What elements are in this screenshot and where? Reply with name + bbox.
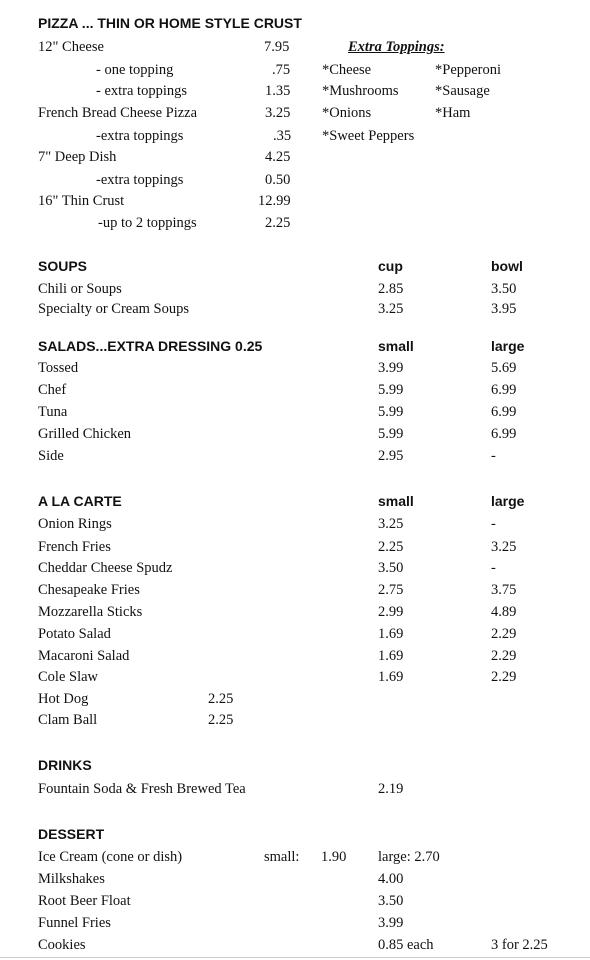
alacarte-item-price: 3.75: [491, 582, 517, 598]
alacarte-item-name: Hot Dog: [38, 691, 89, 707]
pizza-item-name: French Bread Cheese Pizza: [38, 105, 198, 121]
soup-item-price: 2.85: [378, 281, 404, 297]
page-bottom-border: [0, 957, 590, 958]
alacarte-item-price: 3.50: [378, 560, 404, 576]
alacarte-item-price: -: [491, 516, 496, 532]
extra-toppings-heading: Extra Toppings:: [348, 39, 445, 55]
salad-item-name: Tossed: [38, 360, 79, 376]
topping-item: *Mushrooms: [322, 83, 399, 99]
alacarte-item-price: 3.25: [378, 516, 404, 532]
pizza-item-price: 12.99: [258, 193, 291, 209]
salad-item-name: Tuna: [38, 404, 68, 420]
alacarte-item-price: 2.75: [378, 582, 404, 598]
salads-section-title: SALADS...EXTRA DRESSING 0.25: [38, 338, 263, 354]
soup-item-price: 3.50: [491, 281, 517, 297]
pizza-item-price: 4.25: [265, 149, 291, 165]
alacarte-item-name: Onion Rings: [38, 516, 112, 532]
pizza-item-price: 7.95: [264, 39, 290, 55]
alacarte-item-name: Cheddar Cheese Spudz: [38, 560, 173, 576]
salads-col-header: large: [491, 338, 525, 354]
soups-section-title: SOUPS: [38, 258, 88, 274]
pizza-item-price: 3.25: [265, 105, 291, 121]
salads-col-header: small: [378, 338, 414, 354]
pizza-item-name: - extra toppings: [96, 83, 188, 99]
alacarte-item-price: 4.89: [491, 604, 517, 620]
dessert-item-price: 3.99: [378, 915, 404, 931]
pizza-item-price: 1.35: [265, 83, 291, 99]
dessert-item-price: 4.00: [378, 871, 404, 887]
alacarte-section-title: A LA CARTE: [38, 493, 122, 509]
salad-item-price: 2.95: [378, 448, 404, 464]
dessert-item-name: Root Beer Float: [38, 893, 131, 909]
pizza-section-title: PIZZA ... THIN OR HOME STYLE CRUST: [38, 15, 302, 31]
salad-item-name: Grilled Chicken: [38, 426, 132, 442]
soup-item-name: Specialty or Cream Soups: [38, 301, 190, 317]
pizza-item-name: -up to 2 toppings: [98, 215, 197, 231]
alacarte-item-name: Chesapeake Fries: [38, 582, 140, 598]
salad-item-price: -: [491, 448, 496, 464]
soups-col-header: cup: [378, 258, 403, 274]
alacarte-item-price: 1.69: [378, 626, 404, 642]
alacarte-item-name: Potato Salad: [38, 626, 111, 642]
alacarte-item-price: 2.25: [378, 539, 404, 555]
topping-item: *Sweet Peppers: [322, 128, 415, 144]
alacarte-col-header: small: [378, 493, 414, 509]
dessert-size-label: small:: [264, 849, 300, 865]
pizza-item-name: - one topping: [96, 62, 174, 78]
topping-item: *Cheese: [322, 62, 372, 78]
dessert-item-price: 1.90: [321, 849, 347, 865]
alacarte-item-name: Macaroni Salad: [38, 648, 130, 664]
alacarte-item-price: 2.29: [491, 669, 517, 685]
salad-item-name: Chef: [38, 382, 67, 398]
dessert-item-price: 3.50: [378, 893, 404, 909]
alacarte-col-header: large: [491, 493, 525, 509]
pizza-item-price: .35: [273, 128, 292, 144]
alacarte-item-price: 1.69: [378, 669, 404, 685]
topping-item: *Ham: [435, 105, 471, 121]
drinks-section-title: DRINKS: [38, 757, 92, 773]
salad-item-price: 5.99: [378, 404, 404, 420]
alacarte-item-price: 1.69: [378, 648, 404, 664]
dessert-item-price: 0.85 each: [378, 937, 434, 953]
dessert-item-price: large: 2.70: [378, 849, 440, 865]
salad-item-price: 6.99: [491, 404, 517, 420]
pizza-item-name: 16" Thin Crust: [38, 193, 125, 209]
alacarte-item-price: 3.25: [491, 539, 517, 555]
salad-item-price: 5.99: [378, 426, 404, 442]
alacarte-item-price: 2.29: [491, 648, 517, 664]
alacarte-item-name: Cole Slaw: [38, 669, 99, 685]
dessert-item-name: Funnel Fries: [38, 915, 111, 931]
soup-item-price: 3.95: [491, 301, 517, 317]
dessert-item-name: Cookies: [38, 937, 86, 953]
pizza-item-name: -extra toppings: [96, 172, 184, 188]
salad-item-price: 5.69: [491, 360, 517, 376]
topping-item: *Onions: [322, 105, 372, 121]
dessert-item-name: Milkshakes: [38, 871, 105, 887]
soups-col-header: bowl: [491, 258, 523, 274]
alacarte-item-name: French Fries: [38, 539, 111, 555]
alacarte-item-price: 2.25: [208, 712, 234, 728]
dessert-item-name: Ice Cream (cone or dish): [38, 849, 183, 865]
drink-item-name: Fountain Soda & Fresh Brewed Tea: [38, 781, 246, 797]
alacarte-item-price: 2.25: [208, 691, 234, 707]
soup-item-price: 3.25: [378, 301, 404, 317]
pizza-item-price: .75: [272, 62, 291, 78]
pizza-item-price: 0.50: [265, 172, 291, 188]
alacarte-item-price: -: [491, 560, 496, 576]
pizza-item-name: 7" Deep Dish: [38, 149, 117, 165]
pizza-item-name: -extra toppings: [96, 128, 184, 144]
alacarte-item-name: Clam Ball: [38, 712, 98, 728]
salad-item-price: 3.99: [378, 360, 404, 376]
pizza-item-price: 2.25: [265, 215, 291, 231]
alacarte-item-price: 2.29: [491, 626, 517, 642]
alacarte-item-name: Mozzarella Sticks: [38, 604, 143, 620]
alacarte-item-price: 2.99: [378, 604, 404, 620]
drink-item-price: 2.19: [378, 781, 404, 797]
salad-item-price: 5.99: [378, 382, 404, 398]
soup-item-name: Chili or Soups: [38, 281, 122, 297]
pizza-item-name: 12" Cheese: [38, 39, 104, 55]
topping-item: *Sausage: [435, 83, 490, 99]
topping-item: *Pepperoni: [435, 62, 502, 78]
salad-item-name: Side: [38, 448, 64, 464]
dessert-item-price: 3 for 2.25: [491, 937, 548, 953]
dessert-section-title: DESSERT: [38, 826, 105, 842]
salad-item-price: 6.99: [491, 382, 517, 398]
salad-item-price: 6.99: [491, 426, 517, 442]
